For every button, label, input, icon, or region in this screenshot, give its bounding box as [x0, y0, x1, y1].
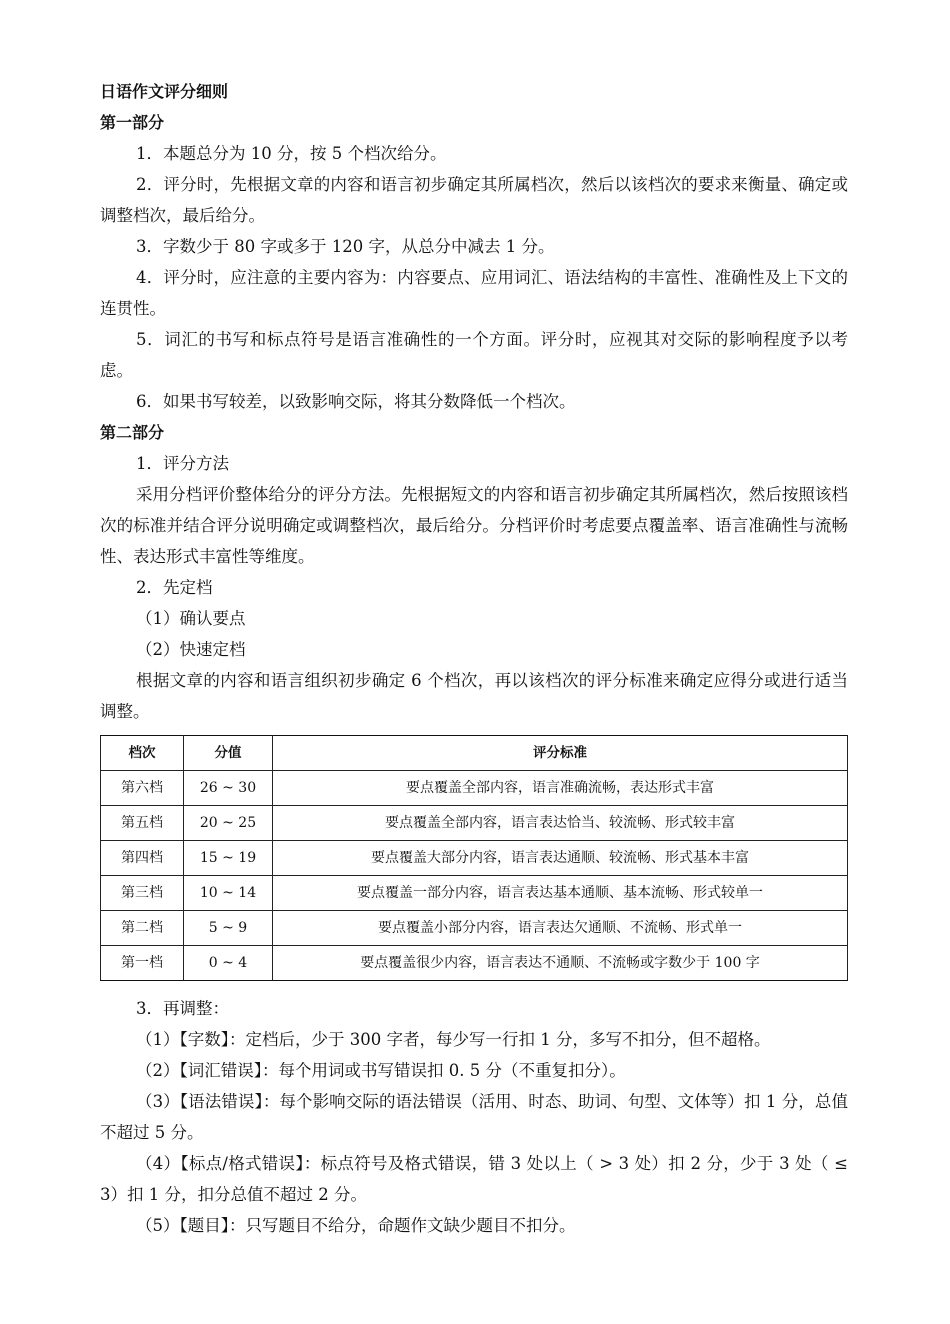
level-cell: 第四档 — [101, 841, 184, 876]
method-title: 1．评分方法 — [136, 454, 229, 473]
adjustment-item: （1）【字数】：定档后，少于 300 字者，每少写一行扣 1 分，多写不扣分，但不超格。 — [136, 1030, 771, 1049]
score-cell: 15 ~ 19 — [184, 841, 273, 876]
step2-sub1: （1）确认要点 — [136, 609, 246, 628]
table-row — [101, 806, 848, 841]
criteria-cell: 要点覆盖一部分内容，语言表达基本通顺、基本流畅、形式较单一 — [273, 876, 848, 911]
criteria-cell: 要点覆盖小部分内容，语言表达欠通顺、不流畅、形式单一 — [273, 911, 848, 946]
step2-title: 2．先定档 — [136, 578, 213, 597]
step2-text: 根据文章的内容和语言组织初步确定 6 个档次，再以该档次的评分标准来确定应得分或进行适当调整。 — [100, 671, 848, 721]
level-cell: 第五档 — [101, 806, 184, 841]
part1-item: 6．如果书写较差，以致影响交际，将其分数降低一个档次。 — [136, 392, 576, 411]
level-cell: 第一档 — [101, 946, 184, 981]
step2-sub2: （2）快速定档 — [136, 640, 246, 659]
criteria-cell: 要点覆盖全部内容，语言准确流畅，表达形式丰富 — [273, 771, 848, 806]
document-page — [100, 76, 848, 1241]
adjustment-item: （3）【语法错误】：每个影响交际的语法错误（活用、时态、助词、句型、文体等）扣 1 分，总值不超过 5 分。 — [100, 1092, 848, 1142]
adjustment-item: （4）【标点/格式错误】：标点符号及格式错误，错 3 处以上（ > 3 处）扣 2 分，少于 3 处（ ≤ 3）扣 1 分，扣分总值不超过 2 分。 — [100, 1154, 848, 1204]
level-cell: 第二档 — [101, 911, 184, 946]
part1-item: 1．本题总分为 10 分，按 5 个档次给分。 — [136, 144, 447, 163]
header-score: 分值 — [184, 736, 273, 771]
method-text: 采用分档评价整体给分的评分方法。先根据短文的内容和语言初步确定其所属档次，然后按照该档次的标准并结合评分说明确定或调整档次，最后给分。分档评价时考虑要点覆盖率、语言准确性与流畅性、表达形式丰富性等维度。 — [100, 485, 848, 566]
score-cell: 5 ~ 9 — [184, 911, 273, 946]
criteria-cell: 要点覆盖大部分内容，语言表达通顺、较流畅、形式基本丰富 — [273, 841, 848, 876]
grading-table — [100, 735, 848, 981]
table-header-row — [101, 736, 848, 771]
criteria-cell: 要点覆盖很少内容，语言表达不通顺、不流畅或字数少于 100 字 — [273, 946, 848, 981]
table-row — [101, 911, 848, 946]
table-row — [101, 876, 848, 911]
part1-item: 5．词汇的书写和标点符号是语言准确性的一个方面。评分时，应视其对交际的影响程度予以考虑。 — [100, 330, 848, 380]
part1-heading: 第一部分 — [100, 113, 165, 132]
score-cell: 0 ~ 4 — [184, 946, 273, 981]
table-row — [101, 946, 848, 981]
table-row — [101, 771, 848, 806]
level-cell: 第三档 — [101, 876, 184, 911]
adjustment-item: （2）【词汇错误】：每个用词或书写错误扣 0. 5 分（不重复扣分）。 — [136, 1061, 626, 1080]
score-cell: 10 ~ 14 — [184, 876, 273, 911]
part1-item: 2．评分时，先根据文章的内容和语言初步确定其所属档次，然后以该档次的要求来衡量、确定或调整档次，最后给分。 — [100, 175, 848, 225]
part1-item: 3．字数少于 80 字或多于 120 字，从总分中减去 1 分。 — [136, 237, 555, 256]
step3-title: 3．再调整： — [136, 999, 229, 1018]
level-cell: 第六档 — [101, 771, 184, 806]
score-cell: 20 ~ 25 — [184, 806, 273, 841]
header-level: 档次 — [101, 736, 184, 771]
table-row — [101, 841, 848, 876]
score-cell: 26 ~ 30 — [184, 771, 273, 806]
criteria-cell: 要点覆盖全部内容，语言表达恰当、较流畅、形式较丰富 — [273, 806, 848, 841]
part1-item: 4．评分时，应注意的主要内容为：内容要点、应用词汇、语法结构的丰富性、准确性及上下文的连贯性。 — [100, 268, 848, 318]
adjustment-item: （5）【题目】：只写题目不给分，命题作文缺少题目不扣分。 — [136, 1216, 576, 1235]
document-title: 日语作文评分细则 — [100, 82, 229, 101]
part2-heading: 第二部分 — [100, 423, 165, 442]
header-criteria: 评分标准 — [273, 736, 848, 771]
